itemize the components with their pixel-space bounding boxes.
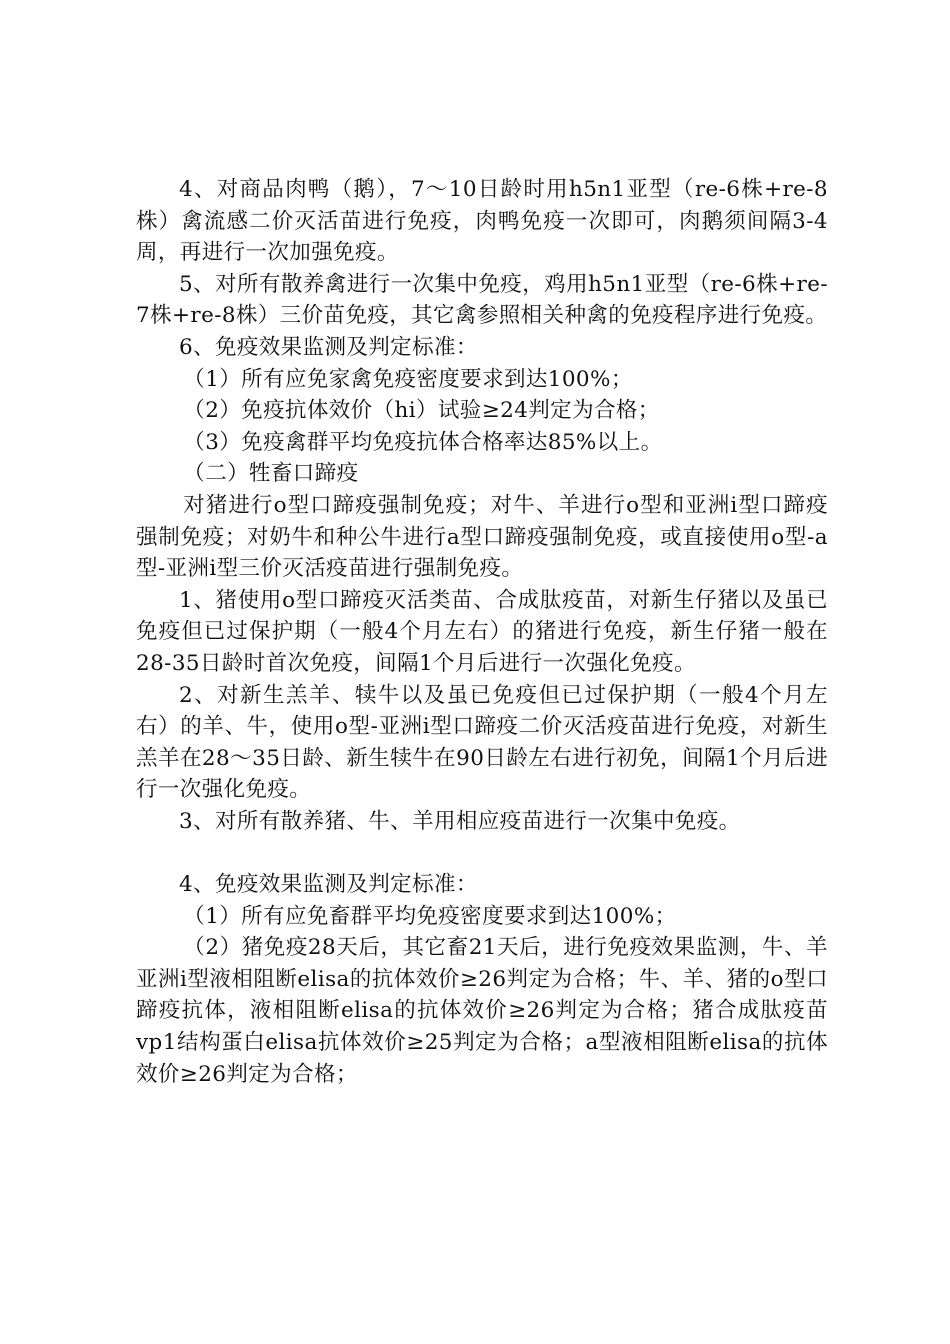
paragraph-poultry-criterion-1: （1）所有应免家禽免疫密度要求到达100%； — [183, 366, 633, 392]
paragraph-livestock-monitoring-heading: 4、免疫效果监测及判定标准： — [179, 872, 478, 898]
paragraph-poultry-criterion-2: （2）免疫抗体效价（hi）试验≥24判定为合格； — [183, 398, 660, 424]
paragraph-poultry-monitoring-heading: 6、免疫效果监测及判定标准： — [179, 334, 478, 360]
paragraph-free-range-poultry: 5、对所有散养禽进行一次集中免疫，鸡用h5n1亚型（re-6株+re-7株+re-8株）三价苗免疫，其它禽参照相关种禽的免疫程序进行免疫。 — [136, 271, 828, 329]
document-body — [136, 174, 828, 1090]
paragraph-fmd-overview: 对猪进行o型口蹄疫强制免疫；对牛、羊进行o型和亚洲i型口蹄疫强制免疫；对奶牛和种公牛进行a型口蹄疫强制免疫，或直接使用o型-a型-亚洲i型三价灭活疫苗进行强制免疫。 — [136, 492, 828, 582]
blank-line — [136, 837, 828, 869]
paragraph-livestock-criterion-1: （1）所有应免畜群平均免疫密度要求到达100%； — [183, 903, 677, 929]
paragraph-lamb-calf-vaccination: 2、对新生羔羊、犊牛以及虽已免疫但已过保护期（一般4个月左右）的羊、牛，使用o型-亚洲i型口蹄疫二价灭活疫苗进行免疫，对新生羔羊在28～35日龄、新生犊牛在90日龄左右进行初免，间隔1个月后进行一次强化免疫。 — [136, 682, 828, 803]
paragraph-pig-vaccination: 1、猪使用o型口蹄疫灭活类苗、合成肽疫苗，对新生仔猪以及虽已免疫但已过保护期（一般4个月左右）的猪进行免疫，新生仔猪一般在28-35日龄时首次免疫，间隔1个月后进行一次强化免疫。 — [136, 587, 828, 676]
paragraph-duck-goose-vaccination: 4、对商品肉鸭（鹅），7～10日龄时用h5n1亚型（re-6株+re-8株）禽流感二价灭活苗进行免疫，肉鸭免疫一次即可，肉鹅须间隔3-4周，再进行一次加强免疫。 — [136, 177, 828, 266]
paragraph-free-range-livestock: 3、对所有散养猪、牛、羊用相应疫苗进行一次集中免疫。 — [179, 808, 741, 834]
paragraph-poultry-criterion-3: （3）免疫禽群平均免疫抗体合格率达85%以上。 — [183, 429, 663, 455]
section-heading-fmd: （二）牲畜口蹄疫 — [183, 461, 359, 487]
paragraph-livestock-criterion-2: （2）猪免疫28天后，其它畜21天后，进行免疫效果监测，牛、羊亚洲i型液相阻断elisa的抗体效价≥26判定为合格；牛、羊、猪的o型口蹄疫抗体，液相阻断elisa的抗体效价≥26判定为合格；猪合成肽疫苗vp1结构蛋白elisa抗体效价≥25判定为合格；a型液相阻断elisa的抗体效价≥26判定为合格； — [136, 935, 828, 1087]
